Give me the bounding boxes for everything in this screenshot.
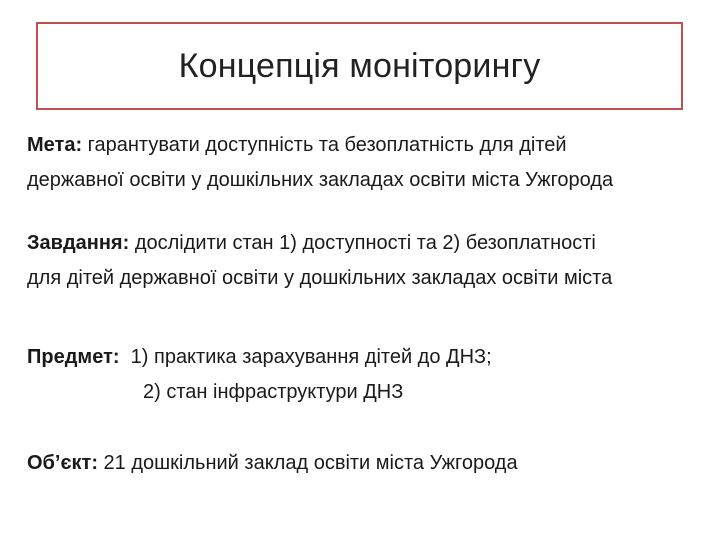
- object-paragraph: [27, 446, 518, 481]
- subject-line-1: [27, 340, 492, 375]
- slide-title-box: [36, 22, 683, 110]
- task-paragraph: [27, 226, 612, 296]
- task-text-1: дослідити стан 1) доступності та 2) безоплатності: [129, 232, 596, 254]
- object-line: [27, 446, 518, 481]
- slide-title: Концепція моніторингу: [178, 46, 541, 85]
- subject-paragraph: [27, 340, 492, 410]
- goal-text-2: державної освіти у дошкільних закладах освіти міста Ужгорода: [27, 169, 614, 191]
- object-label: Об’єкт:: [27, 452, 98, 474]
- task-label: Завдання:: [27, 232, 130, 254]
- subject-label: Предмет:: [27, 346, 120, 368]
- task-line-1: [27, 226, 612, 261]
- subject-text-1: 1) практика зарахування дітей до ДНЗ;: [119, 346, 492, 368]
- goal-label: Мета:: [27, 134, 83, 156]
- goal-line-1: [27, 128, 613, 163]
- object-text: 21 дошкільний заклад освіти міста Ужгорода: [97, 452, 518, 474]
- goal-paragraph: [27, 128, 613, 198]
- task-text-2: для дітей державної освіти у дошкільних закладах освіти міста: [27, 267, 613, 289]
- subject-text-2: 2) стан інфраструктури ДНЗ: [143, 381, 404, 403]
- goal-text-1: гарантувати доступність та безоплатність для дітей: [82, 134, 567, 156]
